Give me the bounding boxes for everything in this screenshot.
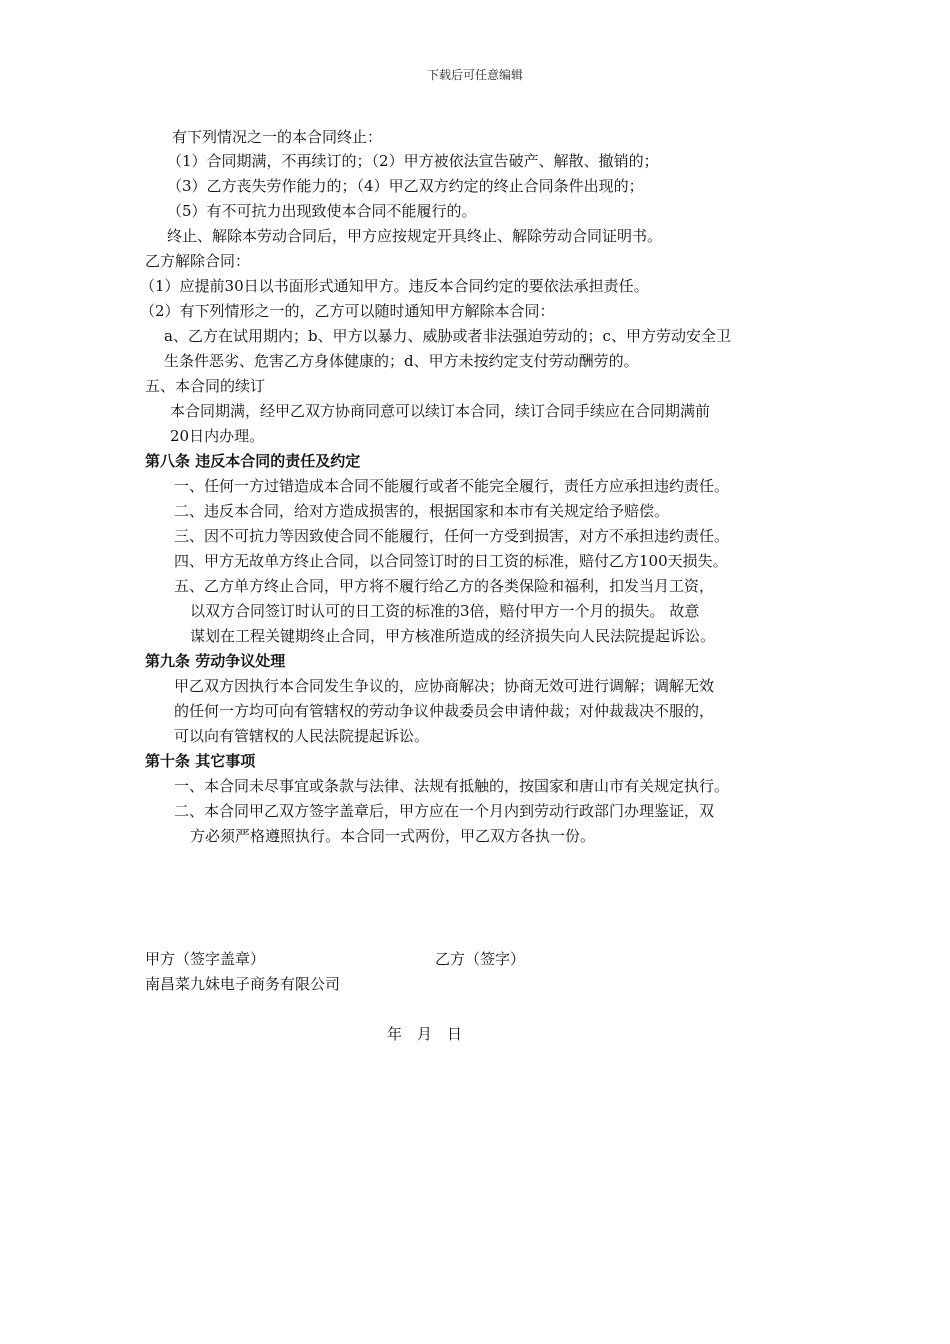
paragraph-line: 谋划在工程关键期终止合同，甲方核准所造成的经济损失向人民法院提起诉讼。: [190, 627, 716, 645]
paragraph-line: （1）合同期满，不再续订的；（2）甲方被依法宣告破产、解散、撤销的；: [167, 152, 659, 170]
signature-date: 年 月 日: [387, 1025, 463, 1043]
article-heading: 第八条 违反本合同的责任及约定: [145, 452, 361, 470]
paragraph-line: 五、乙方单方终止合同，甲方将不履行给乙方的各类保险和福利，扣发当月工资，: [174, 577, 715, 595]
paragraph-line: a、乙方在试用期内；b、甲方以暴力、威胁或者非法强迫劳动的；c、甲方劳动安全卫: [164, 327, 731, 345]
article-heading: 第九条 劳动争议处理: [145, 652, 286, 670]
paragraph-line: 以双方合同签订时认可的日工资的标准的3倍，赔付甲方一个月的损失。 故意: [190, 602, 700, 620]
party-b-signature-label: 乙方（签字）: [435, 950, 526, 968]
paragraph-line: （1）应提前30日以书面形式通知甲方。违反本合同约定的要依法承担责任。: [140, 277, 649, 295]
paragraph-line: 本合同期满，经甲乙双方协商同意可以续订本合同，续订合同手续应在合同期满前: [170, 402, 711, 420]
paragraph-line: 二、违反本合同，给对方造成损害的，根据国家和本市有关规定给予赔偿。: [174, 502, 670, 520]
paragraph-line: 的任何一方均可向有管辖权的劳动争议仲裁委员会申请仲裁；对仲裁裁决不服的，: [174, 702, 715, 720]
paragraph-line: 甲乙双方因执行本合同发生争议的，应协商解决；协商无效可进行调解；调解无效: [174, 677, 715, 695]
paragraph-line: 三、因不可抗力等因致使合同不能履行，任何一方受到损害，对方不承担违约责任。: [174, 527, 730, 545]
paragraph-line: （2）有下列情形之一的，乙方可以随时通知甲方解除本合同：: [140, 302, 555, 320]
paragraph-line: 一、本合同未尽事宜或条款与法律、法规有抵触的，按国家和唐山市有关规定执行。: [174, 777, 730, 795]
company-name: 南昌菜九妹电子商务有限公司: [145, 975, 341, 993]
paragraph-line: 可以向有管辖权的人民法院提起诉讼。: [174, 727, 430, 745]
paragraph-line: 终止、解除本劳动合同后，甲方应按规定开具终止、解除劳动合同证明书。: [167, 227, 663, 245]
section-heading: 五、本合同的续订: [145, 377, 266, 395]
party-a-signature-label: 甲方（签字盖章）: [145, 950, 266, 968]
paragraph-line: （3）乙方丧失劳作能力的；（4）甲乙双方约定的终止合同条件出现的；: [167, 177, 644, 195]
paragraph-line: 二、本合同甲乙双方签字盖章后，甲方应在一个月内到劳动行政部门办理鉴证，双: [174, 802, 715, 820]
page-header: 下载后可任意编辑: [426, 68, 523, 82]
paragraph-line: 一、任何一方过错造成本合同不能履行或者不能完全履行，责任方应承担违约责任。: [174, 477, 730, 495]
paragraph-line: 生条件恶劣、危害乙方身体健康的；d、甲方未按约定支付劳动酬劳的。: [164, 352, 639, 370]
article-heading: 第十条 其它事项: [145, 752, 256, 770]
paragraph-line: （5）有不可抗力出现致使本合同不能履行的。: [167, 202, 477, 220]
paragraph-line: 20日内办理。: [170, 427, 265, 445]
paragraph-line: 四、甲方无故单方终止合同，以合同签订时的日工资的标准，赔付乙方100天损失。: [174, 552, 728, 570]
paragraph-line: 方必须严格遵照执行。本合同一式两份，甲乙双方各执一份。: [190, 827, 596, 845]
paragraph-line: 乙方解除合同：: [145, 252, 251, 270]
paragraph-line: 有下列情况之一的本合同终止：: [172, 128, 383, 146]
